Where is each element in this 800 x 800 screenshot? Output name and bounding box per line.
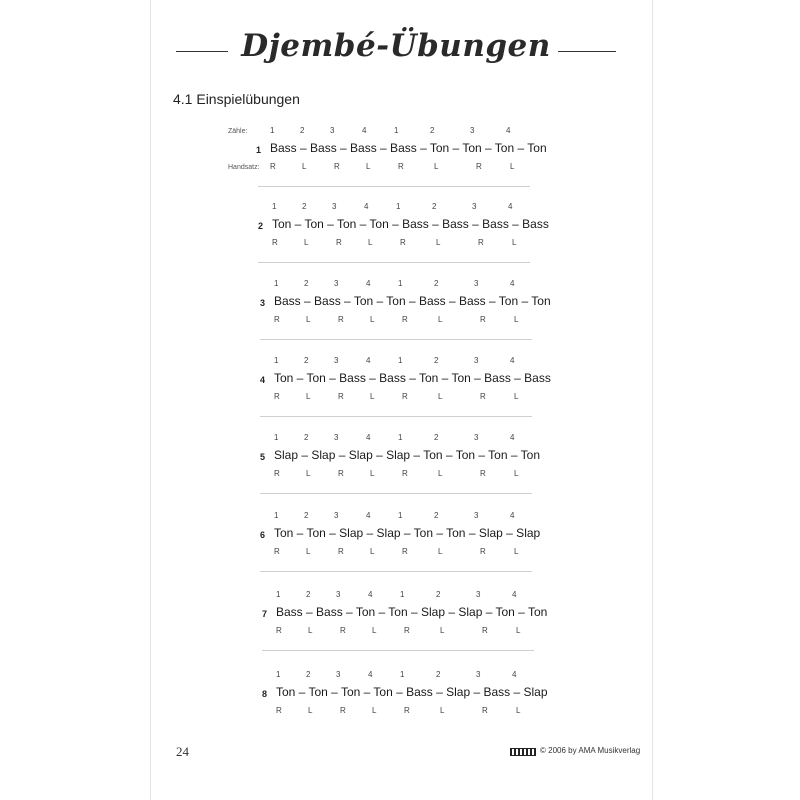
hand-letter: L xyxy=(436,238,441,247)
hand-letter: L xyxy=(514,315,519,324)
hand-letter: R xyxy=(480,392,486,401)
hand-letter: L xyxy=(306,392,311,401)
exercise-number: 6 xyxy=(260,530,266,540)
hand-letter: L xyxy=(306,315,311,324)
count-beat: 2 xyxy=(430,126,435,135)
hand-letter: R xyxy=(402,392,408,401)
stroke-sequence: Bass – Bass – Bass – Bass – Ton – Ton – Ton – Ton xyxy=(270,141,547,155)
count-beat: 1 xyxy=(396,202,401,211)
count-beat: 1 xyxy=(400,670,405,679)
hand-letter: R xyxy=(480,315,486,324)
hand-letter: L xyxy=(370,315,375,324)
stroke-sequence: Slap – Slap – Slap – Slap – Ton – Ton – Ton – Ton xyxy=(274,448,540,462)
exercise-number: 5 xyxy=(260,452,266,462)
hand-letter: R xyxy=(270,162,276,171)
count-beat: 3 xyxy=(474,433,479,442)
page-number: 24 xyxy=(176,744,189,759)
hand-letter: L xyxy=(308,626,313,635)
hand-letter: L xyxy=(306,469,311,478)
stroke-sequence: Ton – Ton – Ton – Ton – Bass – Slap – Bass – Slap xyxy=(276,685,548,699)
hand-letter: R xyxy=(340,626,346,635)
count-beat: 3 xyxy=(330,126,335,135)
count-beat: 1 xyxy=(276,590,281,599)
hand-letter: R xyxy=(338,469,344,478)
hand-letter: R xyxy=(478,238,484,247)
count-beat: 4 xyxy=(366,279,371,288)
count-beat: 3 xyxy=(334,356,339,365)
count-beat: 1 xyxy=(398,279,403,288)
count-beat: 4 xyxy=(366,433,371,442)
count-beat: 1 xyxy=(398,511,403,520)
hand-letter: L xyxy=(366,162,371,171)
count-beat: 4 xyxy=(510,433,515,442)
hand-letter: L xyxy=(302,162,307,171)
hand-letter: R xyxy=(272,238,278,247)
count-beat: 4 xyxy=(368,670,373,679)
hand-letter: L xyxy=(510,162,515,171)
exercise-7 xyxy=(262,590,582,654)
exercise-2 xyxy=(258,202,578,266)
exercise-number: 3 xyxy=(260,298,266,308)
exercise-number: 8 xyxy=(262,689,268,699)
hand-letter: L xyxy=(308,706,313,715)
exercise-separator xyxy=(260,416,532,417)
count-beat: 4 xyxy=(512,670,517,679)
hand-letter: L xyxy=(368,238,373,247)
count-beat: 4 xyxy=(512,590,517,599)
count-beat: 4 xyxy=(508,202,513,211)
exercise-number: 4 xyxy=(260,375,266,385)
count-beat: 2 xyxy=(306,590,311,599)
hand-letter: R xyxy=(336,238,342,247)
hand-letter: L xyxy=(434,162,439,171)
stroke-sequence: Ton – Ton – Slap – Slap – Ton – Ton – Slap – Slap xyxy=(274,526,541,540)
exercise-separator xyxy=(262,650,534,651)
exercise-separator xyxy=(260,493,532,494)
exercise-separator xyxy=(260,339,532,340)
count-beat: 1 xyxy=(272,202,277,211)
count-beat: 2 xyxy=(436,590,441,599)
page-title: Djembé-Übungen xyxy=(241,28,551,64)
count-beat: 4 xyxy=(510,511,515,520)
hand-letter: R xyxy=(338,547,344,556)
count-beat: 2 xyxy=(436,670,441,679)
count-beat: 2 xyxy=(300,126,305,135)
hand-letter: R xyxy=(274,547,280,556)
hand-letter: R xyxy=(476,162,482,171)
hand-letter: L xyxy=(372,626,377,635)
hand-letter: L xyxy=(514,547,519,556)
copyright: © 2006 by AMA Musikverlag xyxy=(540,746,641,755)
exercise-1 xyxy=(228,126,548,190)
count-beat: 2 xyxy=(434,356,439,365)
count-beat: 4 xyxy=(510,279,515,288)
hands-label: Handsatz: xyxy=(228,164,260,171)
count-beat: 3 xyxy=(474,279,479,288)
count-beat: 3 xyxy=(334,279,339,288)
count-beat: 1 xyxy=(274,433,279,442)
exercise-5 xyxy=(260,433,580,497)
count-beat: 2 xyxy=(306,670,311,679)
hand-letter: R xyxy=(274,392,280,401)
hand-letter: R xyxy=(402,547,408,556)
stroke-sequence: Ton – Ton – Bass – Bass – Ton – Ton – Bass – Bass xyxy=(274,371,551,385)
hand-letter: R xyxy=(482,706,488,715)
count-beat: 4 xyxy=(366,511,371,520)
exercise-separator xyxy=(258,262,530,263)
count-beat: 3 xyxy=(336,590,341,599)
hand-letter: L xyxy=(516,706,521,715)
count-beat: 3 xyxy=(476,590,481,599)
count-beat: 4 xyxy=(364,202,369,211)
count-beat: 2 xyxy=(302,202,307,211)
title-rule-left xyxy=(176,51,228,52)
count-beat: 1 xyxy=(274,511,279,520)
hand-letter: L xyxy=(370,469,375,478)
count-label: Zähle: xyxy=(228,128,248,135)
count-beat: 2 xyxy=(304,279,309,288)
exercise-separator xyxy=(260,571,532,572)
hand-letter: R xyxy=(482,626,488,635)
hand-letter: L xyxy=(306,547,311,556)
publisher-logo-icon xyxy=(510,748,536,756)
hand-letter: R xyxy=(338,315,344,324)
count-beat: 2 xyxy=(432,202,437,211)
count-beat: 1 xyxy=(274,279,279,288)
hand-letter: R xyxy=(334,162,340,171)
hand-letter: L xyxy=(514,392,519,401)
hand-letter: R xyxy=(274,315,280,324)
hand-letter: R xyxy=(404,626,410,635)
count-beat: 3 xyxy=(476,670,481,679)
count-beat: 3 xyxy=(474,356,479,365)
hand-letter: R xyxy=(276,626,282,635)
hand-letter: R xyxy=(338,392,344,401)
count-beat: 1 xyxy=(398,356,403,365)
hand-letter: L xyxy=(304,238,309,247)
exercise-8 xyxy=(262,670,582,734)
count-beat: 2 xyxy=(304,356,309,365)
hand-letter: R xyxy=(274,469,280,478)
hand-letter: L xyxy=(438,392,443,401)
exercise-6 xyxy=(260,511,580,575)
hand-letter: L xyxy=(516,626,521,635)
hand-letter: R xyxy=(402,469,408,478)
stroke-sequence: Bass – Bass – Ton – Ton – Bass – Bass – Ton – Ton xyxy=(274,294,551,308)
count-beat: 2 xyxy=(304,511,309,520)
count-beat: 2 xyxy=(434,433,439,442)
count-beat: 2 xyxy=(434,279,439,288)
hand-letter: R xyxy=(480,547,486,556)
hand-letter: L xyxy=(512,238,517,247)
exercise-number: 2 xyxy=(258,221,264,231)
count-beat: 4 xyxy=(362,126,367,135)
exercise-3 xyxy=(260,279,580,343)
title-block xyxy=(176,28,616,76)
count-beat: 3 xyxy=(472,202,477,211)
count-beat: 4 xyxy=(506,126,511,135)
exercise-number: 7 xyxy=(262,609,268,619)
count-beat: 1 xyxy=(398,433,403,442)
count-beat: 4 xyxy=(366,356,371,365)
count-beat: 3 xyxy=(336,670,341,679)
exercise-4 xyxy=(260,356,580,420)
hand-letter: R xyxy=(276,706,282,715)
count-beat: 3 xyxy=(334,433,339,442)
hand-letter: R xyxy=(400,238,406,247)
hand-letter: L xyxy=(440,626,445,635)
hand-letter: L xyxy=(514,469,519,478)
section-heading: 4.1 Einspielübungen xyxy=(173,91,300,107)
count-beat: 4 xyxy=(510,356,515,365)
count-beat: 1 xyxy=(274,356,279,365)
stroke-sequence: Ton – Ton – Ton – Ton – Bass – Bass – Bass – Bass xyxy=(272,217,549,231)
hand-letter: R xyxy=(340,706,346,715)
count-beat: 1 xyxy=(276,670,281,679)
count-beat: 3 xyxy=(334,511,339,520)
hand-letter: R xyxy=(398,162,404,171)
hand-letter: L xyxy=(438,469,443,478)
hand-letter: R xyxy=(480,469,486,478)
hand-letter: R xyxy=(404,706,410,715)
count-beat: 3 xyxy=(474,511,479,520)
count-beat: 4 xyxy=(368,590,373,599)
hand-letter: L xyxy=(370,547,375,556)
count-beat: 3 xyxy=(332,202,337,211)
hand-letter: L xyxy=(438,315,443,324)
title-rule-right xyxy=(558,51,616,52)
exercise-separator xyxy=(258,186,530,187)
hand-letter: L xyxy=(440,706,445,715)
hand-letter: R xyxy=(402,315,408,324)
hand-letter: L xyxy=(370,392,375,401)
count-beat: 1 xyxy=(270,126,275,135)
exercise-number: 1 xyxy=(256,145,262,155)
stroke-sequence: Bass – Bass – Ton – Ton – Slap – Slap – Ton – Ton xyxy=(276,605,548,619)
count-beat: 1 xyxy=(394,126,399,135)
count-beat: 2 xyxy=(434,511,439,520)
hand-letter: L xyxy=(372,706,377,715)
count-beat: 2 xyxy=(304,433,309,442)
count-beat: 1 xyxy=(400,590,405,599)
count-beat: 3 xyxy=(470,126,475,135)
hand-letter: L xyxy=(438,547,443,556)
